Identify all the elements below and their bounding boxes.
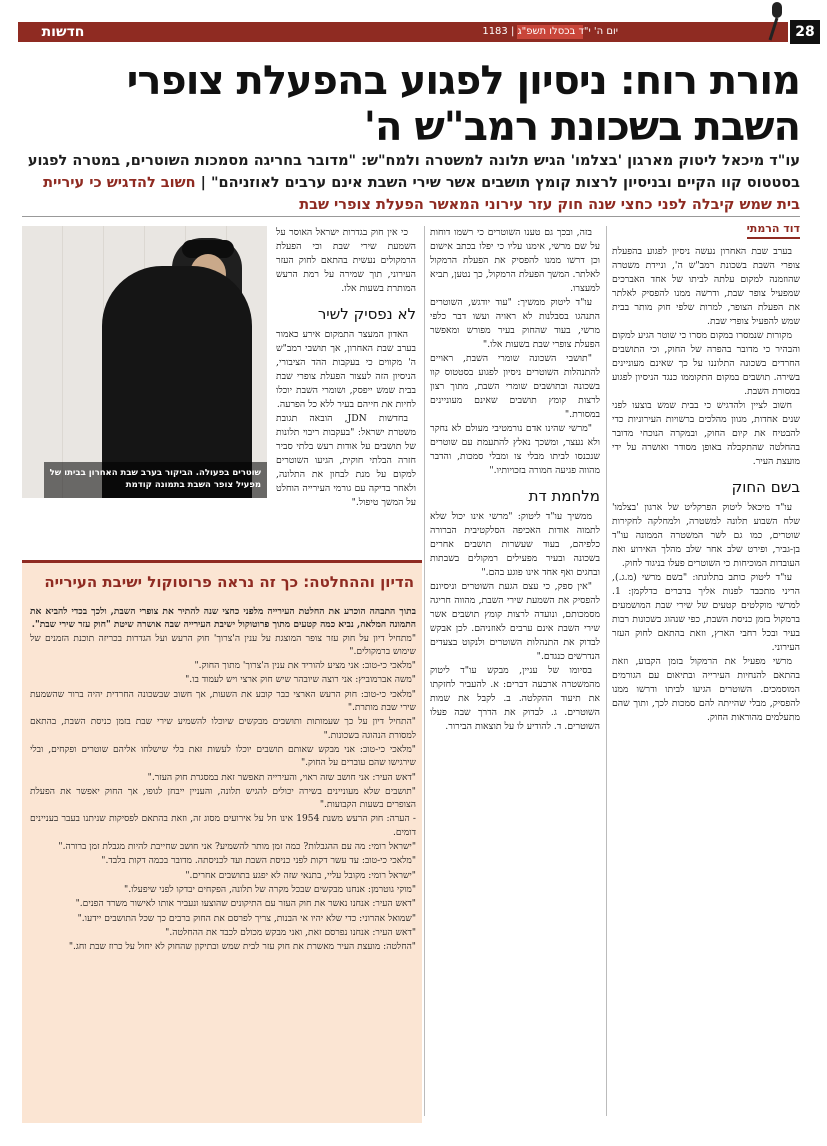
- sidebar-line: "שמואל אהרוני: כדי שלא יהיו אי הבנות, צריך לפרסם את החוק ברבים כך שכל התושבים יידעו.": [77, 913, 416, 924]
- sidebar-text: [30, 605, 416, 1117]
- sidebar-line: "משה אברמוביץ: אני רוצה שיובהר שיש חוק ארצי ויש לעמוד בו.": [185, 675, 416, 686]
- sidebar-line: "מלאכי כי-טוב: חוק הרעש הארצי כבר קובע את השעות, אך חשוב שבשכונה החרדית יהיה ברור שהשמעת שירי שבת מותרת.": [30, 689, 416, 714]
- paragraph: כי אין חוק בגדרות ישראל האוסר על השמעת שירי שבת וכי הפעלת הרמקולים נעשית בהתאם לחוק העזר העירוני, תוך שמירה על רמת הרעש המותרת בשעות אלו.: [276, 227, 416, 294]
- sidebar-line: "דאש העיר: אנחנו נאשר את חוק העזר עם התיקונים שהוצעו ונעביר אותו לאישור משרד הפנים.": [75, 899, 416, 910]
- photo-caption: שוטרים בפעולה. הביקור בערב שבת האחרון בביתו של מפעיל צופר השבת בתמונה קודמת: [44, 462, 267, 498]
- paragraph: "מרשי שהינו אדם נורמטיבי מעולם לא נחקר ולא נעצר, ומשכך נאלץ להתעמת עם שוטרים שנכנסו לביתו מבלי צו ומבלי סמכות, והדבר מהווה פגיעה חמורה בזכויותיו.": [430, 423, 600, 476]
- sidebar-line: "מלאכי כי-טוב: אני מציע להוריד את ענין ה'צרוך' מתוך החוק.": [194, 661, 416, 672]
- sidebar-line: "תושבים שלא מעוניינים בשירה יכולים להגיש תלונה, והעניין ייבחן לגופו, אך החוק יאפשר את הפעלת הצופרים בשעות הקבועות.": [30, 786, 416, 811]
- paragraph: עו"ד מיכאל ליטוק הפרקליט של ארגון 'בצלמו' שלח השבוע תלונה למשטרה, ולמחלקה לחקירות שוטרים, כמו גם לשר המשטרה הממונה עו"ד בן-גביר, ופירט שלב אחר שלב מהלך האירוע ואת העובדות המוכיחות כי השוטרים פעלו בניגוד לחוק.: [612, 502, 800, 569]
- subheading-religious-war: מלחמת דת: [528, 487, 600, 505]
- sidebar-line: "מוקי גוטרמן: אנחנו מבקשים שבכל מקרה של תלונה, הפקחים יבדקו לפני שיפעלו.": [124, 884, 416, 895]
- sidebar-line: "החלטה: מועצת העיר מאשרת את חוק עזר לבית שמש ובתיקון שהחוק לא יחול על כרוז שבת וחג.": [68, 942, 416, 953]
- paragraph: ממשיך עו"ד ליטוק: "מרשי אינו יכול שלא לתמוה אודות האכיפה הסלקטיבית הברורה כלפיהם, בעוד שעשרות תושבים אחרים בשכונה ובעיר מפעילים רמקולים בשבתות ובחגים ואף אחד אינו פוגע בהם.": [430, 511, 600, 578]
- microphone-icon: [760, 0, 792, 42]
- header-divider: [22, 216, 800, 217]
- sidebar-title: הדיון וההחלטה: כך זה נראה פרוטוקול ישיבת העירייה: [44, 573, 414, 591]
- paragraph: בזה, ובכך גם טענו השוטרים כי רשמו דוחות על שם מרשי, אימנו עליו כי יפלו בכתב אישום וכן דרשו ממנו להפסיק את הפעלת הרמקול לאלתר. המשך הפעלת הרמקול, כך נטען, תביא למעצרו.: [430, 227, 600, 294]
- sidebar-line: "מתחיל דיון על חוק עזר צופר המוצגת על ענין ה'צרוך' חוק הרעש ועל הגדרות בכריזה תוכנת הזמנים של שימוש ברמקולים.": [30, 633, 416, 657]
- paragraph: "אין ספק, כי עצם הגעת השוטרים וניסיונם להפסיק את השמעת שירי השבת, מהווה חריגה מסמכותם, ונועדה לרצות קומץ תושבים אשר שירי השבת אינם ערבים לאוזניהם. לכן אבקש לבדוק את התנהלות השוטרים ולנקוט בצעדים הנדרשים כנגדם.": [430, 581, 600, 662]
- subheadline-main: עו"ד מיכאל ליטוק מארגון 'בצלמו' הגיש תלונה למשטרה ולמח"ש: "מדובר בחריגה מסמכות השוטרים, במטרה לפגוע בסטטוס קוו הקיים ובניסיון לרצות קומץ תושבים אשר שירי השבת אינם ערבים לאוזניהם" |: [27, 153, 800, 191]
- article-column-2: [430, 226, 600, 1122]
- article-column-3: [276, 226, 416, 552]
- paragraph: עו"ד ליטוק כותב בתלונתו: "בשם מרשי (מ.ג.), הריני מתכבד לפנות אליך בדברים כדלקמן: 1. למרשי מוקלטים קטעים של שירי שבת המושמעים ברמקול בזמן כניסת השבת, כפי שנהוג בשכונות רבות בעיר ובכל רחבי הארץ, וזאת בהתאם לחוק העזר העירוני.: [612, 572, 800, 653]
- column-divider: [424, 226, 425, 1116]
- sidebar-line: "ישראל רומי: מקובל עליי, בתנאי שזה לא יפגע בתושבים אחרים.": [185, 870, 416, 881]
- subheading-stop-singing: לא נפסיק לשיר: [317, 305, 416, 323]
- sidebar-line: "מלאכי כי-טוב: עד עשר דקות לפני כניסת השבת ועד לכניסתה. מדובר בכמה דקות בלבד.": [101, 856, 416, 867]
- sidebar-line: "התחיל דיון על כך שעמותות ותושבים מבקשים שיוכלו להשמיע שירי שבת בזמן כניסת השבת, בהתאם למסורת הנהוגה בשכונות.": [30, 717, 416, 741]
- column-divider: [606, 226, 607, 1116]
- paragraph: בחדשות JDN, הובאה תגובת משטרת ישראל: "בעקבות ריבוי תלונות של תושבים על אודות רעש בלתי סביר חזרה הבלתי חוקית, הגיעו השוטרים למקום על מנת לבחון את התלונה, ולאחר בדיקה עם גורמי העירייה הוחלט על המשך טיפול.": [276, 413, 416, 508]
- paragraph: בסיומו של עניין, מבקש עו"ד ליטוק מהמשטרה ארבעה דברים: א. להעביר לחזקתו את תיעוד ההקלטה. ב. לקבל את שמות השוטרים. ג. לבדוק את הדרך שבה פעלו השוטרים. ד. להודיע לו על תוצאות הבירור.: [430, 665, 600, 732]
- sidebar-line: "דאש העיר: אנחנו נפרסם זאת, ואני מבקש מכולם לכבד את ההחלטה.": [165, 927, 416, 938]
- section-label: חדשות: [41, 24, 85, 40]
- sidebar-line: "ישראל רומי: מה עם ההגבלות? כמה זמן מותר להשמיע? אני חושב שחייבת להיות מגבלת זמן ברורה.": [58, 842, 416, 853]
- sidebar-intro: בתוך התבהה הוכרע את החלטת העירייה מלפני כחצי שנה להתיר את צופרי השבת, ולכך בכדי להביא את התמונה המלאה, נביא כמה קטעים מתוך פרוטוקול ישיבת העירייה שבה אושרה שיטת "חוק עזר שירי שבת".: [30, 606, 416, 631]
- page-number: 28: [790, 20, 820, 44]
- sidebar-line: "מלאכי כי-טוב: אני מבקש שאותם תושבים יוכלו לעשות זאת בלי שישלחו אליהם שוטרים ופקחים, ובלי שירגישו שהם עוברים על החוק.": [30, 744, 416, 769]
- subheadline: [22, 150, 800, 216]
- photo-side-text: [22, 504, 267, 554]
- paragraph: האדון המעצר התמקום אירע כאמור בערב שבת האחרון, אך תושבי רמב"ש ה' מקווים כי בעקבות ההד הציבורי, הניסיון הזה לעצור הפעלת צופרי שבת בבית שמש ייפסק, ושומרי השבת יוכלו לחיות את חייהם בעיר ללא כל הפרעה.: [276, 329, 416, 410]
- byline: דוד הרמתי: [747, 222, 800, 239]
- issue-info: יום ה' י"ד בכסלו תשפ"ג | 1183: [482, 26, 618, 37]
- sidebar-line: - הערה: חוק הרעש משנת 1954 אינו חל על אירועים מסוג זה, וזאת בהתאם לפסיקות שניתנו בעבר בעניינים דומים.: [30, 814, 416, 838]
- protocol-sidebar: [22, 560, 422, 1123]
- headline: מורת רוח: ניסיון לפגוע בהפעלת צופרי השבת בשכונת רמב"ש ה': [126, 58, 800, 150]
- paragraph: מקורות שנמסרו במקום מסרו כי שוטר הגיע למקום והבהיר כי מדובר בהפרה של החוק, וכי התושבים החרדים בשכונה התלוננו על כך שאינם מעוניינים בשירה. תושבים במקום התקוממו כנגד הניסיון לפגוע במסורת השבת.: [612, 330, 800, 397]
- paragraph: בערב שבת האחרון נעשה ניסיון לפגוע בהפעלת צופרי השבת בשכונת רמב"ש ה', וניידת משטרה שהוזמנה למקום עלתה לביתו של אחד האברכים שמפעיל צופר שבת, ודרשה ממנו להפסיק לאלתר את הפעלת הצופר, למרות שלפי חוק מותר בבית שמש להפעיל צופרי שבת.: [612, 246, 800, 327]
- section-header-bar: [18, 22, 788, 42]
- subheadline-accent: חשוב להדגיש כי עיריית בית שמש קיבלה לפני כחצי שנה חוק עזר עירוני המאשר הפעלת צופרי שבת: [43, 175, 800, 213]
- paragraph: "תושבי השכונה שומרי השבת, ראויים להתנהלות השוטרים ניסיון לפגוע בסטטוס קוו בשכונה ובתושבים שומרי השבת, מתוך רצון לרצות קומץ תושבים שאינם מעוניינים במסורת.": [430, 353, 600, 420]
- sidebar-line: "דאש העיר: אני חושב שזה ראוי, והעירייה תאפשר זאת במסגרת חוק העזר.": [147, 772, 416, 783]
- paragraph: מרשי מפעיל את הרמקול בזמן הקבוע, וזאת בהתאם להנחיות העירייה ובתיאום עם הגורמים המוסמכים. השוטרים הגיעו לביתו ודרשו ממנו להפסיק, מבלי שהייתה להם סמכות לכך, ותוך שהם מתעלמים מהוראות החוק.: [612, 656, 800, 723]
- subheading-law: בשם החוק: [731, 478, 800, 496]
- article-photo: [22, 226, 267, 498]
- paragraph: עו"ד ליטוק ממשיך: "עוד יודגש, השוטרים התנהגו בסבלנות לא ראויה ועשו דבר כלפי מרשי, בעוד שהחוק בעיר מפורש ומאפשר הפעלת צופרי שבת בשעות אלו.": [430, 297, 600, 350]
- paragraph: חשוב לציין ולהדגיש כי בבית שמש בוצעו לפני שנים אחדות, מגוון מהלכים ברשויות העירוניות כדי להבטיח את קיום החוק, ובמקרה הנוכחי מדובר בהחלטה שהתקבלה באופן מסודר ואושרה על ידי מועצת העיר.: [612, 400, 800, 467]
- article-column-1: [612, 222, 800, 1122]
